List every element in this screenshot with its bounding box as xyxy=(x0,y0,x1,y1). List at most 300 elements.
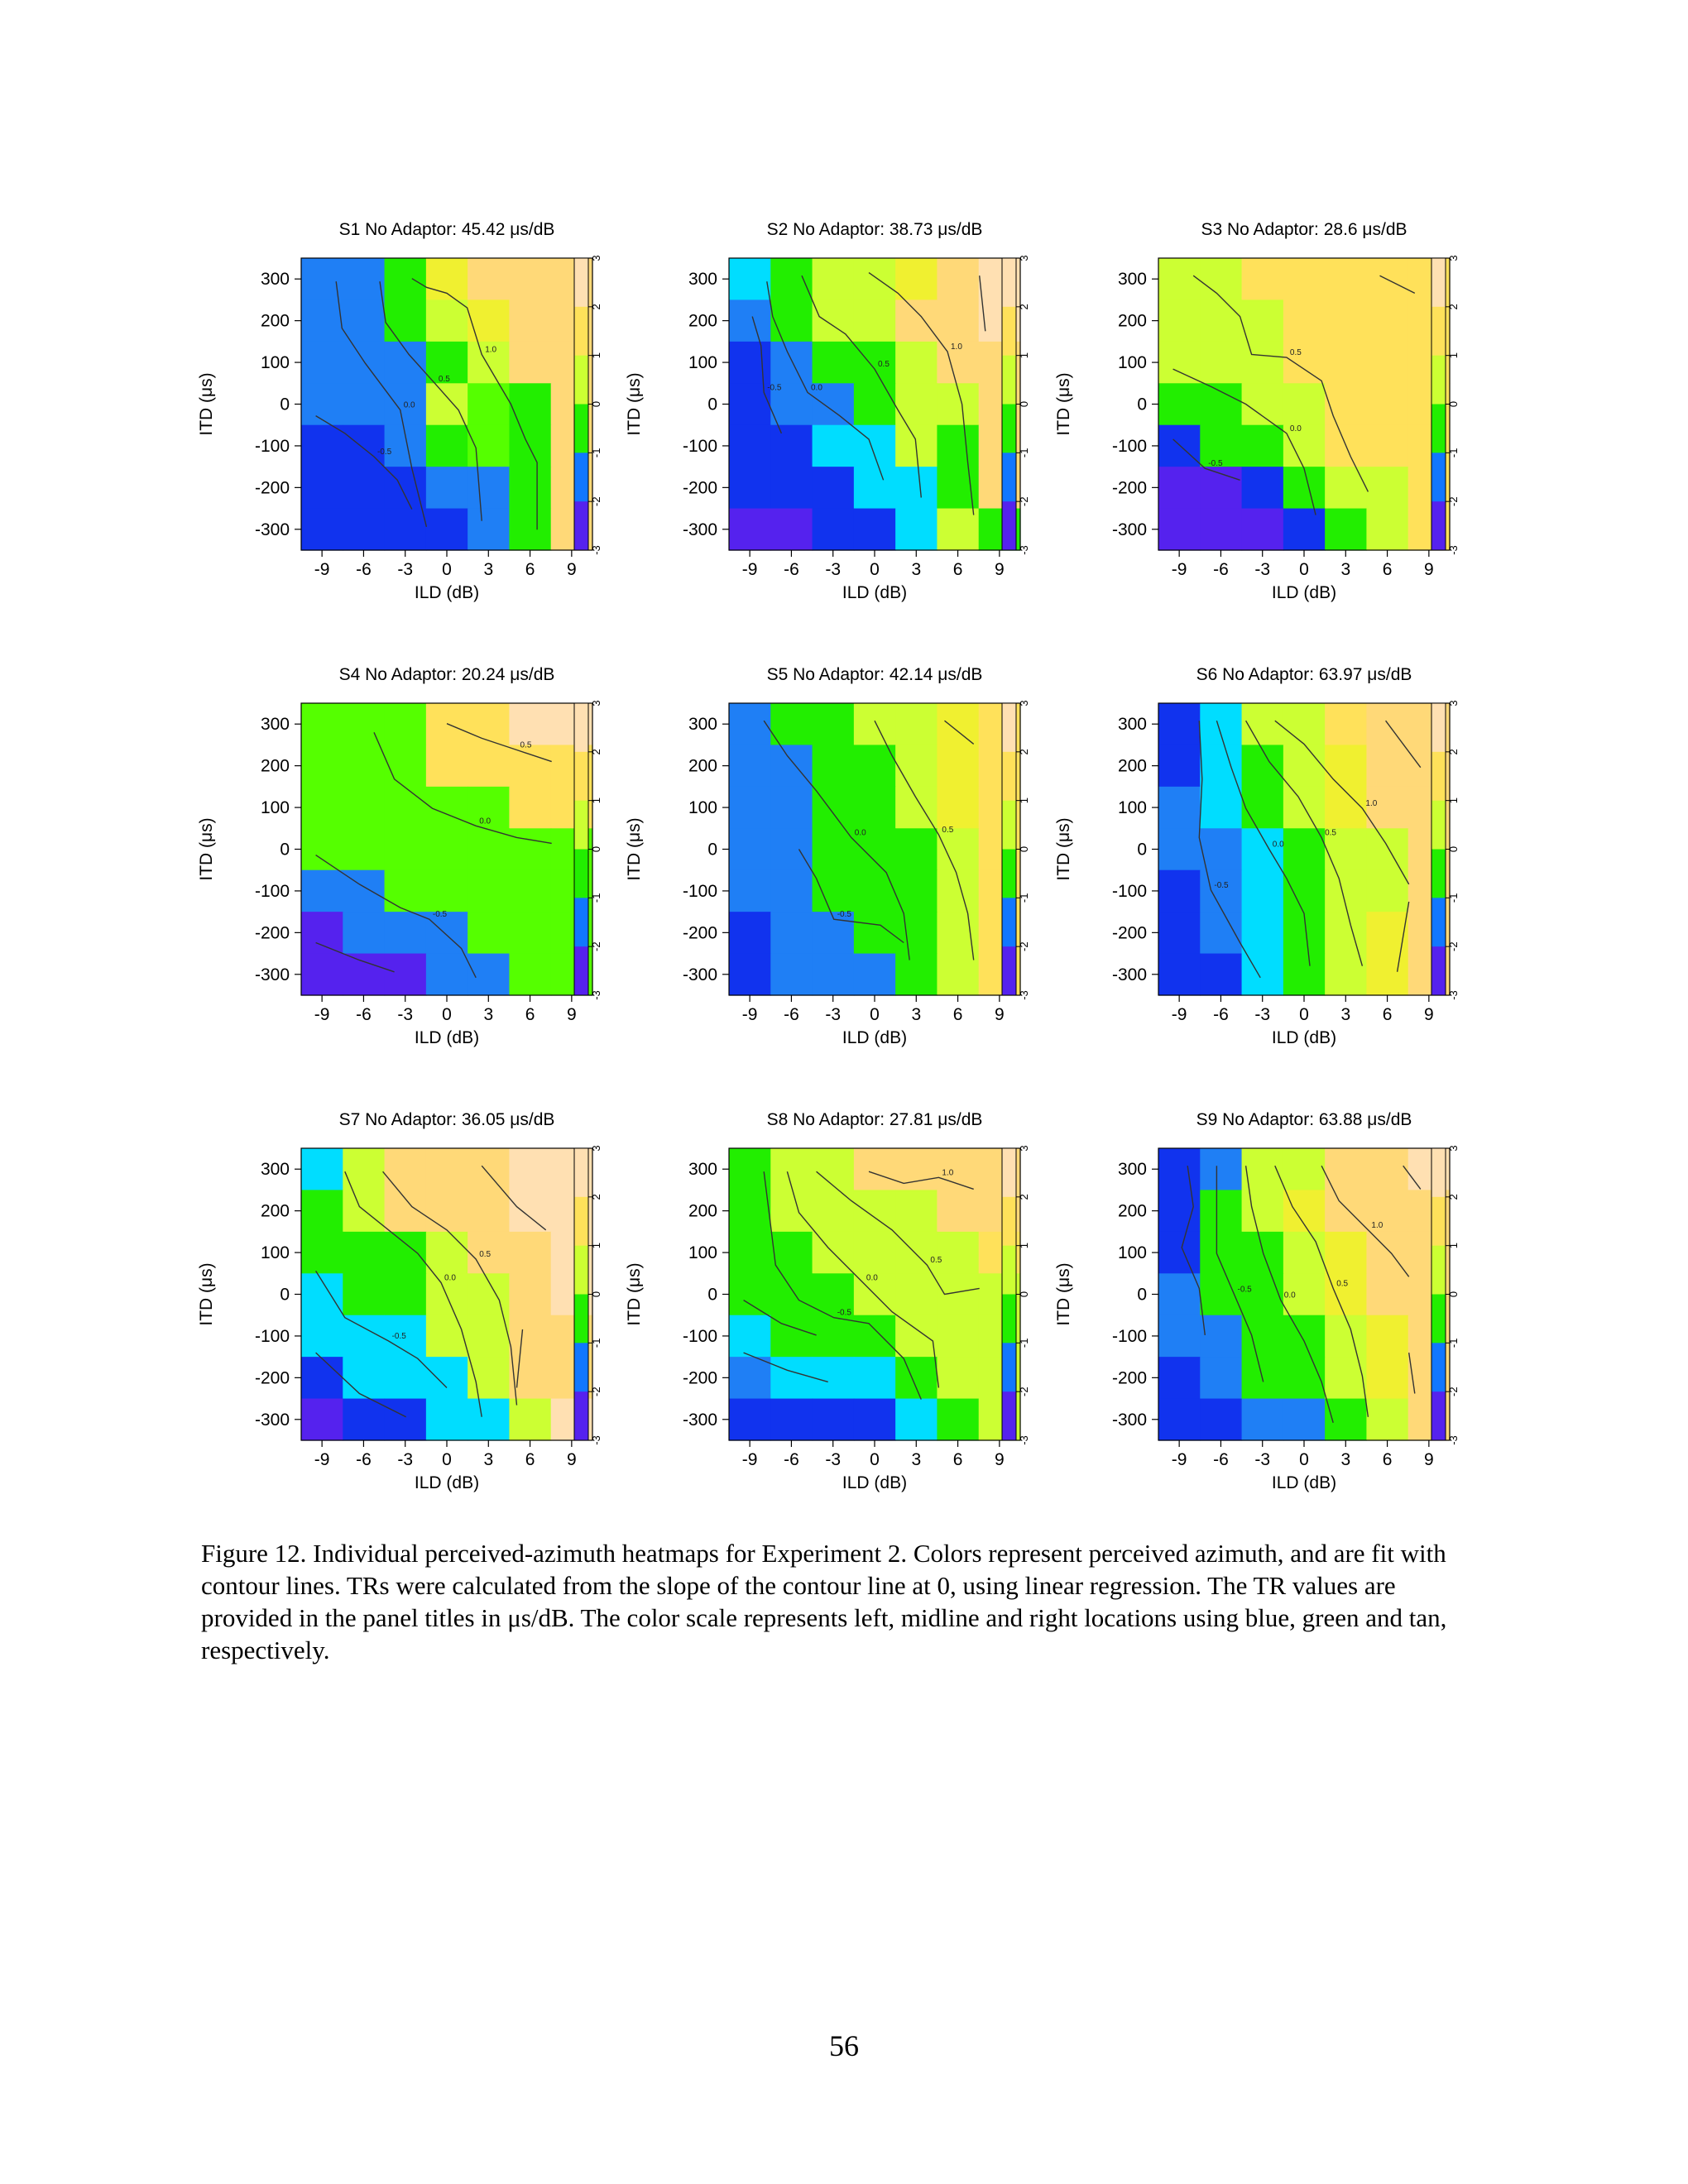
colorbar-tick-label: -2 xyxy=(1018,941,1030,951)
colorbar-tick-label: -3 xyxy=(1447,545,1460,555)
heatmap-cell xyxy=(1242,1399,1284,1441)
x-tick-label: -3 xyxy=(397,1005,414,1024)
heatmap-cell xyxy=(1200,1232,1242,1274)
heatmap-cell xyxy=(1158,299,1201,342)
colorbar-segment xyxy=(1431,946,1446,995)
heatmap-cell xyxy=(895,745,938,787)
y-tick-label: 200 xyxy=(1117,1201,1147,1221)
heatmap-cell xyxy=(509,1315,551,1358)
x-tick-label: 9 xyxy=(995,1450,1005,1469)
contour-label: 1.0 xyxy=(951,342,962,352)
heatmap-cell xyxy=(1325,467,1367,509)
heatmap-cell xyxy=(1158,1357,1201,1399)
x-tick-label: -9 xyxy=(1171,1005,1187,1024)
heatmap-cell xyxy=(770,703,813,745)
heatmap-cell xyxy=(937,425,979,467)
heatmap-cell xyxy=(1200,1357,1242,1399)
colorbar-tick-label: -3 xyxy=(590,990,602,1000)
colorbar-segment xyxy=(574,1343,588,1391)
colorbar-segment xyxy=(1431,453,1446,501)
colorbar-segment xyxy=(574,1391,588,1440)
colorbar-tick-label: 2 xyxy=(590,1194,602,1200)
heatmap-cell xyxy=(468,299,510,342)
heatmap-cell xyxy=(1283,467,1326,509)
heatmap-cell xyxy=(1242,258,1284,300)
heatmap-cell xyxy=(937,745,979,787)
y-tick-label: -300 xyxy=(1111,965,1147,984)
colorbar-segment xyxy=(1431,501,1446,550)
heatmap-cell xyxy=(813,1190,855,1232)
x-tick-label: 9 xyxy=(1424,560,1434,579)
heatmap-cell xyxy=(895,1315,938,1358)
colorbar-tick-label: 2 xyxy=(1018,304,1030,310)
y-tick-label: 100 xyxy=(1117,353,1147,373)
heatmap-cell xyxy=(1325,745,1367,787)
colorbar-tick-label: 0 xyxy=(1447,400,1460,408)
heatmap-cell xyxy=(1158,467,1201,509)
y-tick-label: 100 xyxy=(688,353,717,373)
page-number: 56 xyxy=(829,2029,859,2062)
heatmap-cell xyxy=(385,703,427,745)
heatmap-cell xyxy=(729,787,771,829)
heatmap-cell xyxy=(729,1273,771,1315)
heatmap-cell xyxy=(813,1315,855,1358)
heatmap-cell xyxy=(343,342,385,384)
heatmap-cell xyxy=(343,870,385,912)
heatmap-cell xyxy=(509,1232,551,1274)
heatmap-cell xyxy=(468,1273,510,1315)
contour-label: 0.0 xyxy=(854,828,866,838)
panel-title: S1 No Adaptor: 45.42 μs/dB xyxy=(338,220,555,239)
heatmap-cell xyxy=(895,703,938,745)
x-tick-label: -6 xyxy=(1213,560,1229,579)
heatmap-cell xyxy=(1366,828,1408,870)
heatmap-cell xyxy=(301,1357,343,1399)
contour-label: -0.5 xyxy=(1214,880,1229,890)
heatmap-cell xyxy=(1200,912,1242,954)
panel-title: S8 No Adaptor: 27.81 μs/dB xyxy=(766,1110,983,1129)
y-tick-label: 200 xyxy=(260,1201,290,1221)
heatmap-cell xyxy=(1283,299,1326,342)
x-axis-label: ILD (dB) xyxy=(414,1473,480,1492)
colorbar-tick-label: -2 xyxy=(1447,496,1460,506)
y-tick-label: 200 xyxy=(1117,311,1147,331)
x-tick-label: -3 xyxy=(397,560,414,579)
colorbar-tick-label: -3 xyxy=(590,1435,602,1445)
heatmap-cell xyxy=(385,1357,427,1399)
heatmap-cell xyxy=(301,258,343,300)
heatmap-cell xyxy=(1283,1315,1326,1358)
heatmap-cell xyxy=(343,467,385,509)
heatmap-cell xyxy=(426,467,468,509)
colorbar-segment xyxy=(1002,405,1016,453)
x-tick-label: 3 xyxy=(911,1450,922,1469)
heatmap-cell xyxy=(509,745,551,787)
y-tick-label: -100 xyxy=(1111,881,1147,901)
heatmap-cell xyxy=(895,258,938,300)
heatmap-cell xyxy=(1325,912,1367,954)
heatmap-cell xyxy=(343,1273,385,1315)
heatmap-cell xyxy=(509,870,551,912)
heatmap-panel xyxy=(1054,665,1460,1047)
heatmap-cell xyxy=(301,1148,343,1190)
heatmap-cell xyxy=(301,467,343,509)
heatmap-cell xyxy=(1325,703,1367,745)
heatmap-cell xyxy=(854,467,896,509)
colorbar-segment xyxy=(574,850,588,898)
heatmap-cell xyxy=(301,828,343,870)
panel-title: S7 No Adaptor: 36.05 μs/dB xyxy=(338,1110,555,1129)
heatmap-cell xyxy=(1283,1190,1326,1232)
heatmap-cell xyxy=(509,383,551,425)
contour-label: 1.0 xyxy=(485,345,497,355)
colorbar-tick-label: 1 xyxy=(1018,1243,1030,1249)
heatmap-cell xyxy=(1200,1148,1242,1190)
heatmap-cell xyxy=(813,467,855,509)
heatmap-cell xyxy=(770,954,813,996)
heatmap-cell xyxy=(343,787,385,829)
heatmap-cell xyxy=(426,954,468,996)
heatmap-cell xyxy=(770,425,813,467)
colorbar-segment xyxy=(1002,1391,1016,1440)
colorbar-tick-label: 0 xyxy=(590,1291,602,1298)
heatmap-cell xyxy=(770,870,813,912)
heatmap-cell xyxy=(813,1148,855,1190)
heatmap-cell xyxy=(1366,1273,1408,1315)
heatmap-cell xyxy=(1366,912,1408,954)
y-axis-label: ITD (μs) xyxy=(1054,1262,1073,1326)
heatmap-cell xyxy=(426,383,468,425)
heatmap-cell xyxy=(1325,1190,1367,1232)
heatmap-cell xyxy=(895,828,938,870)
colorbar-segment xyxy=(574,1295,588,1343)
heatmap-cell xyxy=(729,912,771,954)
y-axis-label: ITD (μs) xyxy=(625,372,644,436)
colorbar-tick-label: -2 xyxy=(590,496,602,506)
colorbar-tick-label: -1 xyxy=(1447,1338,1460,1348)
heatmap-cell xyxy=(729,954,771,996)
colorbar-tick-label: 3 xyxy=(1018,700,1030,706)
y-tick-label: -300 xyxy=(1111,1410,1147,1430)
heatmap-cell xyxy=(1325,383,1367,425)
y-tick-label: -100 xyxy=(254,881,290,901)
colorbar-tick-label: -1 xyxy=(1018,448,1030,458)
heatmap-cell xyxy=(729,467,771,509)
heatmap-cell xyxy=(385,745,427,787)
x-tick-label: -3 xyxy=(825,560,842,579)
x-tick-label: 6 xyxy=(525,560,535,579)
heatmap-cell xyxy=(1200,342,1242,384)
contour-label: 0.5 xyxy=(520,740,532,750)
heatmap-cell xyxy=(813,509,855,551)
heatmap-cell xyxy=(509,425,551,467)
y-tick-label: 300 xyxy=(260,270,290,290)
contour-label: 0.0 xyxy=(1272,840,1284,850)
heatmap-cell xyxy=(854,1357,896,1399)
panel-title: S9 No Adaptor: 63.88 μs/dB xyxy=(1196,1110,1412,1129)
heatmap-cell xyxy=(385,1148,427,1190)
y-tick-label: -200 xyxy=(254,478,290,498)
heatmap-cell xyxy=(1366,342,1408,384)
x-tick-label: -6 xyxy=(784,560,799,579)
heatmap-cell xyxy=(1200,828,1242,870)
heatmap-cell xyxy=(1283,1399,1326,1441)
heatmap-cell xyxy=(854,1399,896,1441)
heatmap-cell xyxy=(895,509,938,551)
heatmap-cell xyxy=(1366,745,1408,787)
heatmap-cell xyxy=(937,1232,979,1274)
heatmap-cell xyxy=(729,258,771,300)
heatmap-cell xyxy=(301,1232,343,1274)
colorbar-tick-label: 3 xyxy=(1018,255,1030,261)
colorbar-segment xyxy=(1002,501,1016,550)
colorbar-tick-label: -2 xyxy=(590,1387,602,1396)
colorbar-tick-label: -2 xyxy=(590,941,602,951)
heatmap-cell xyxy=(729,1148,771,1190)
heatmap-cell xyxy=(385,299,427,342)
heatmap-cell xyxy=(1366,1399,1408,1441)
heatmap-cell xyxy=(1158,1399,1201,1441)
heatmap-cell xyxy=(770,1399,813,1441)
colorbar-segment xyxy=(1002,850,1016,898)
heatmap-cell xyxy=(813,299,855,342)
x-tick-label: 0 xyxy=(442,1005,452,1024)
heatmap-cell xyxy=(1366,383,1408,425)
heatmap-cell xyxy=(1325,342,1367,384)
colorbar-tick-label: 0 xyxy=(1018,845,1030,853)
colorbar-segment xyxy=(574,1148,588,1197)
x-tick-label: 0 xyxy=(870,560,880,579)
heatmap-cell xyxy=(1283,383,1326,425)
x-tick-label: -3 xyxy=(825,1005,842,1024)
heatmap-cell xyxy=(509,828,551,870)
heatmap-cell xyxy=(426,828,468,870)
colorbar-tick-label: 2 xyxy=(1018,1194,1030,1200)
heatmap-cell xyxy=(895,1273,938,1315)
heatmap-cell xyxy=(813,1357,855,1399)
x-tick-label: -6 xyxy=(356,1005,372,1024)
heatmap-cell xyxy=(1200,258,1242,300)
heatmap-cell xyxy=(770,828,813,870)
heatmap-cell xyxy=(426,1315,468,1358)
heatmap-cell xyxy=(1366,425,1408,467)
heatmap-cell xyxy=(813,954,855,996)
heatmap-cell xyxy=(729,383,771,425)
heatmap-cell xyxy=(813,703,855,745)
x-tick-label: -9 xyxy=(1171,1450,1187,1469)
colorbar-tick-label: -2 xyxy=(1018,1387,1030,1396)
heatmap-cell xyxy=(509,1273,551,1315)
colorbar-segment xyxy=(574,258,588,307)
colorbar-segment xyxy=(574,501,588,550)
x-tick-label: -6 xyxy=(356,1450,372,1469)
colorbar-segment xyxy=(1002,1343,1016,1391)
contour-label: 0.5 xyxy=(1325,828,1337,838)
x-tick-label: -6 xyxy=(784,1005,799,1024)
y-tick-label: -100 xyxy=(1111,436,1147,456)
heatmap-cell xyxy=(854,912,896,954)
heatmap-cell xyxy=(729,703,771,745)
x-tick-label: 3 xyxy=(1340,1005,1351,1024)
heatmap-cell xyxy=(770,745,813,787)
heatmap-cell xyxy=(301,1190,343,1232)
x-tick-label: 3 xyxy=(483,560,494,579)
x-axis-label: ILD (dB) xyxy=(842,1473,908,1492)
heatmap-cell xyxy=(468,258,510,300)
heatmap-cell xyxy=(301,954,343,996)
heatmap-cell xyxy=(301,342,343,384)
heatmap-cell xyxy=(509,1148,551,1190)
x-tick-label: 6 xyxy=(525,1005,535,1024)
heatmap-cell xyxy=(426,425,468,467)
y-axis-label: ITD (μs) xyxy=(625,1262,644,1326)
colorbar-tick-label: -1 xyxy=(590,448,602,458)
heatmap-cell xyxy=(385,954,427,996)
y-axis-label: ITD (μs) xyxy=(625,817,644,881)
colorbar-tick-label: 0 xyxy=(590,845,602,853)
heatmap-cell xyxy=(895,1357,938,1399)
heatmap-cell xyxy=(729,1232,771,1274)
y-tick-label: 100 xyxy=(260,1243,290,1263)
heatmap-cell xyxy=(385,425,427,467)
heatmap-cell xyxy=(729,1315,771,1358)
contour-label: 0.0 xyxy=(866,1273,878,1283)
heatmap-cell xyxy=(1242,912,1284,954)
heatmap-cell xyxy=(343,1357,385,1399)
heatmap-cell xyxy=(895,299,938,342)
heatmap-cell xyxy=(895,342,938,384)
heatmap-cell xyxy=(729,342,771,384)
heatmap-cell xyxy=(895,912,938,954)
y-tick-label: -300 xyxy=(682,965,717,984)
colorbar-tick-label: -1 xyxy=(1018,893,1030,903)
x-tick-label: 9 xyxy=(567,560,577,579)
heatmap-cell xyxy=(770,299,813,342)
heatmap-cell xyxy=(854,299,896,342)
heatmap-cell xyxy=(426,299,468,342)
colorbar-tick-label: 2 xyxy=(1447,1194,1460,1200)
heatmap-cell xyxy=(1158,745,1201,787)
heatmap-cell xyxy=(509,299,551,342)
colorbar-tick-label: 3 xyxy=(1447,255,1460,261)
colorbar-tick-label: 2 xyxy=(1018,749,1030,755)
y-tick-label: -300 xyxy=(682,520,717,539)
heatmap-cell xyxy=(468,870,510,912)
heatmap-cell xyxy=(343,299,385,342)
heatmap-cell xyxy=(343,828,385,870)
x-tick-label: -9 xyxy=(741,560,758,579)
heatmap-cell xyxy=(1200,1399,1242,1441)
heatmap-cell xyxy=(1283,745,1326,787)
y-tick-label: 0 xyxy=(280,1285,290,1305)
y-tick-label: -300 xyxy=(254,520,290,539)
x-tick-label: -9 xyxy=(314,1450,330,1469)
x-tick-label: 3 xyxy=(1340,560,1351,579)
heatmap-cell xyxy=(770,342,813,384)
contour-label: 1.0 xyxy=(1365,799,1378,809)
y-tick-label: -100 xyxy=(682,881,717,901)
colorbar-segment xyxy=(1002,307,1016,356)
colorbar-tick-label: -2 xyxy=(1447,941,1460,951)
y-tick-label: 0 xyxy=(280,840,290,860)
colorbar-segment xyxy=(1431,752,1446,801)
panel-title: S2 No Adaptor: 38.73 μs/dB xyxy=(766,220,983,239)
colorbar-tick-label: -3 xyxy=(590,545,602,555)
heatmap-cell xyxy=(1158,787,1201,829)
heatmap-cell xyxy=(813,1399,855,1441)
heatmap-cell xyxy=(729,1399,771,1441)
y-tick-label: 0 xyxy=(707,1285,717,1305)
colorbar-tick-label: -1 xyxy=(1447,448,1460,458)
heatmap-cell xyxy=(937,787,979,829)
x-tick-label: -9 xyxy=(314,560,330,579)
heatmap-cell xyxy=(1325,1399,1367,1441)
colorbar-tick-label: -3 xyxy=(1018,1435,1030,1445)
heatmap-cell xyxy=(1325,258,1367,300)
colorbar-tick-label: 3 xyxy=(590,1145,602,1152)
contour-label: -0.5 xyxy=(1237,1285,1252,1295)
heatmap-cell xyxy=(1325,1232,1367,1274)
heatmap-cell xyxy=(468,828,510,870)
heatmap-cell xyxy=(385,912,427,954)
heatmap-cell xyxy=(385,1399,427,1441)
heatmap-cell xyxy=(301,912,343,954)
heatmap-cell xyxy=(509,1399,551,1441)
y-tick-label: 0 xyxy=(707,395,717,414)
y-tick-label: 0 xyxy=(707,840,717,860)
x-tick-label: 9 xyxy=(995,560,1005,579)
colorbar-segment xyxy=(1002,898,1016,946)
y-tick-label: 200 xyxy=(260,756,290,776)
x-tick-label: -6 xyxy=(1213,1450,1229,1469)
colorbar-tick-label: 0 xyxy=(1018,1291,1030,1298)
heatmap-cell xyxy=(1366,299,1408,342)
heatmap-cell xyxy=(1242,1190,1284,1232)
y-tick-label: 100 xyxy=(1117,798,1147,818)
y-tick-label: 200 xyxy=(688,756,717,776)
heatmap-cell xyxy=(895,954,938,996)
contour-label: -0.5 xyxy=(767,383,782,393)
contour-label: -0.5 xyxy=(1208,459,1223,469)
x-tick-label: -6 xyxy=(1213,1005,1229,1024)
heatmap-cell xyxy=(1242,1315,1284,1358)
y-tick-label: -100 xyxy=(682,436,717,456)
x-axis-label: ILD (dB) xyxy=(1271,583,1337,602)
heatmap-cell xyxy=(509,342,551,384)
x-tick-label: 9 xyxy=(995,1005,1005,1024)
colorbar-segment xyxy=(1431,356,1446,405)
x-tick-label: 6 xyxy=(525,1450,535,1469)
x-tick-label: 0 xyxy=(442,1450,452,1469)
x-tick-label: -6 xyxy=(784,1450,799,1469)
colorbar-tick-label: 1 xyxy=(590,797,602,804)
contour-label: -0.5 xyxy=(837,1308,851,1318)
heatmap-cell xyxy=(813,258,855,300)
x-tick-label: 0 xyxy=(1299,1450,1309,1469)
y-axis-label: ITD (μs) xyxy=(1054,372,1073,436)
heatmap-cell xyxy=(729,299,771,342)
heatmap-cell xyxy=(1200,870,1242,912)
y-tick-label: 0 xyxy=(1137,840,1147,860)
x-tick-label: -9 xyxy=(1171,560,1187,579)
x-tick-label: -6 xyxy=(356,560,372,579)
y-tick-label: -200 xyxy=(682,1368,717,1388)
heatmap-cell xyxy=(468,1357,510,1399)
heatmap-cell xyxy=(1158,1273,1201,1315)
colorbar-tick-label: -3 xyxy=(1447,990,1460,1000)
y-tick-label: 200 xyxy=(260,311,290,331)
heatmap-cell xyxy=(1242,828,1284,870)
